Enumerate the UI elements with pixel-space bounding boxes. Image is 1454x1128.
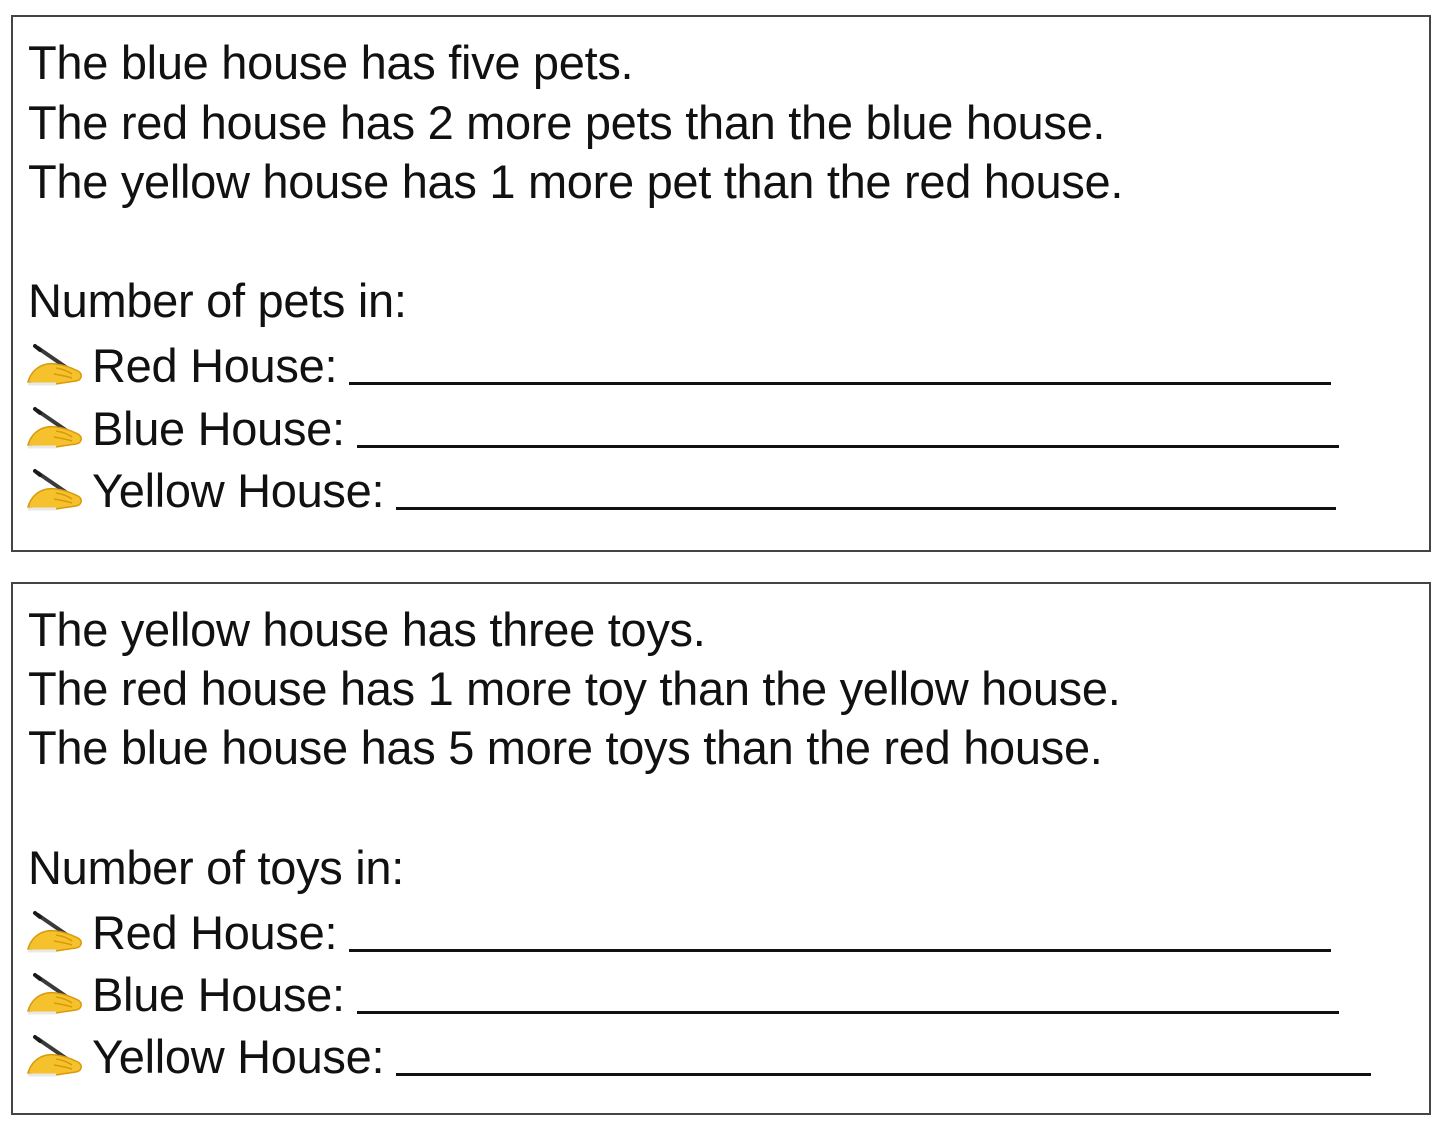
statement-line: The blue house has five pets. [28,36,634,89]
answer-label: Yellow House: [92,463,385,517]
question-prompt: Number of toys in: [28,841,404,894]
answer-blank-line[interactable] [349,949,1331,952]
answer-blank-line[interactable] [396,507,1336,510]
writing-hand-icon [26,463,84,513]
answer-label: Red House: [92,338,338,392]
answer-label: Blue House: [92,967,345,1021]
answer-row-yellow-house [26,1026,1371,1086]
answer-row-red-house [26,902,1331,962]
statement-line: The blue house has 5 more toys than the red house. [28,721,1103,774]
problem-card-toys [11,582,1431,1115]
statement-line: The yellow house has 1 more pet than the red house. [28,155,1124,208]
statement-line: The red house has 2 more pets than the blue house. [28,96,1106,149]
writing-hand-icon [26,401,84,451]
answer-blank-line[interactable] [396,1073,1371,1076]
problem-card-pets [11,15,1431,552]
statement-line: The red house has 1 more toy than the yellow house. [28,662,1121,715]
answer-label: Yellow House: [92,1029,385,1083]
answer-row-yellow-house [26,460,1336,520]
answer-label: Blue House: [92,401,345,455]
answer-row-blue-house [26,964,1339,1024]
answer-row-red-house [26,335,1331,395]
statement-line: The yellow house has three toys. [28,603,706,656]
answer-label: Red House: [92,905,338,959]
question-prompt: Number of pets in: [28,274,407,327]
writing-hand-icon [26,1029,84,1079]
answer-blank-line[interactable] [349,382,1331,385]
writing-hand-icon [26,905,84,955]
answer-blank-line[interactable] [357,1011,1339,1014]
writing-hand-icon [26,967,84,1017]
answer-row-blue-house [26,398,1339,458]
writing-hand-icon [26,338,84,388]
answer-blank-line[interactable] [357,445,1339,448]
